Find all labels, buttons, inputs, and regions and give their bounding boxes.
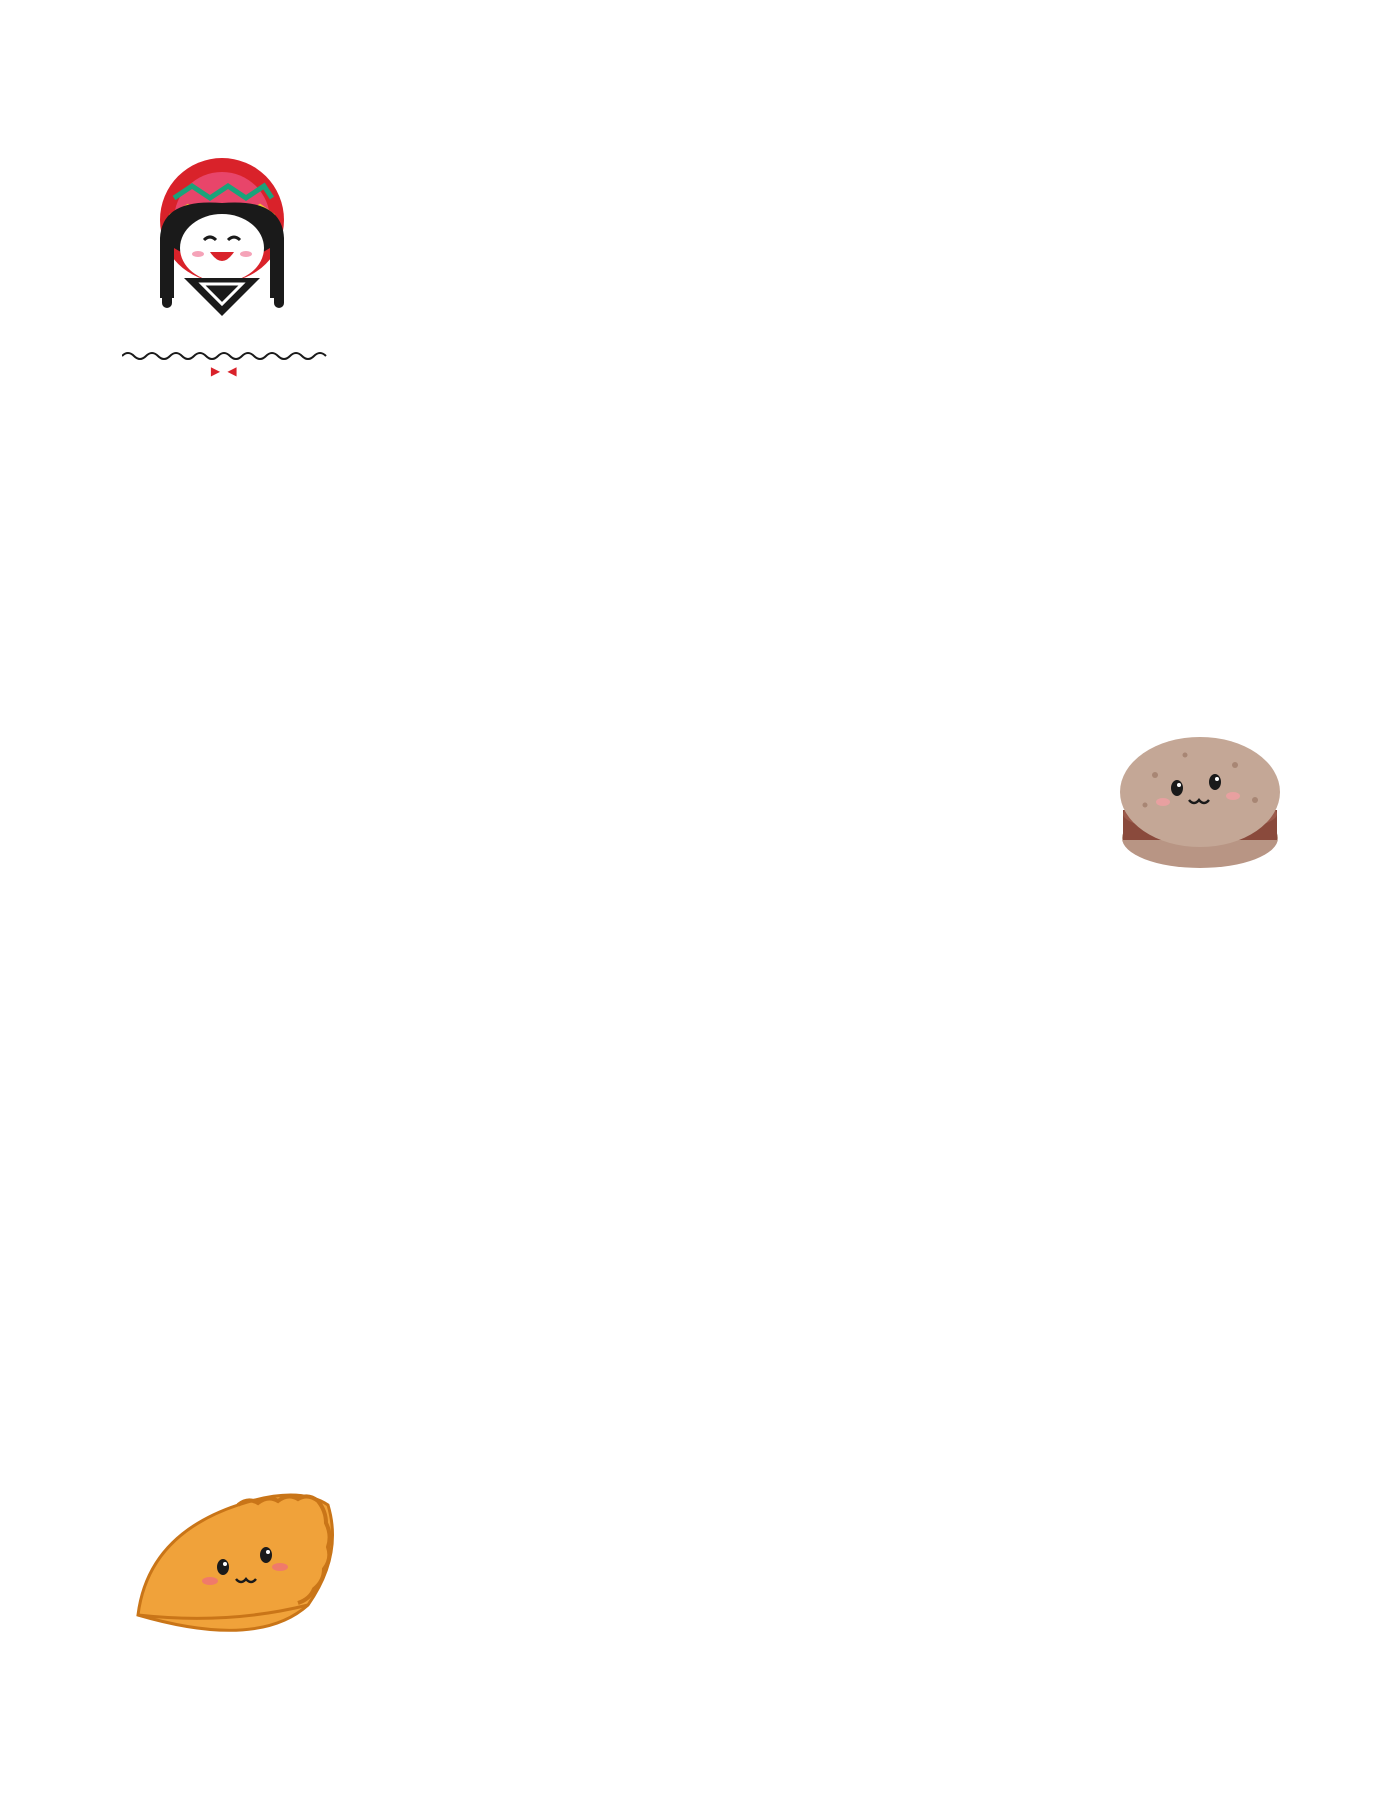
alfajor-icon — [1115, 730, 1285, 875]
flavor-item — [0, 474, 1391, 530]
girl-mascot-icon — [112, 158, 337, 318]
flavor-name — [0, 896, 1391, 940]
list-item — [0, 1372, 1391, 1435]
flavor-name — [0, 318, 1391, 362]
flavor-item — [0, 896, 1391, 952]
flavor-item — [0, 318, 1391, 392]
flavor-name — [0, 615, 1391, 659]
flavor-item — [0, 615, 1391, 671]
left-triangle-icon: ▶ — [210, 364, 228, 378]
flavor-name — [0, 474, 1391, 518]
right-triangle-icon: ◀ — [227, 364, 239, 378]
empanada-icon — [128, 1475, 348, 1650]
